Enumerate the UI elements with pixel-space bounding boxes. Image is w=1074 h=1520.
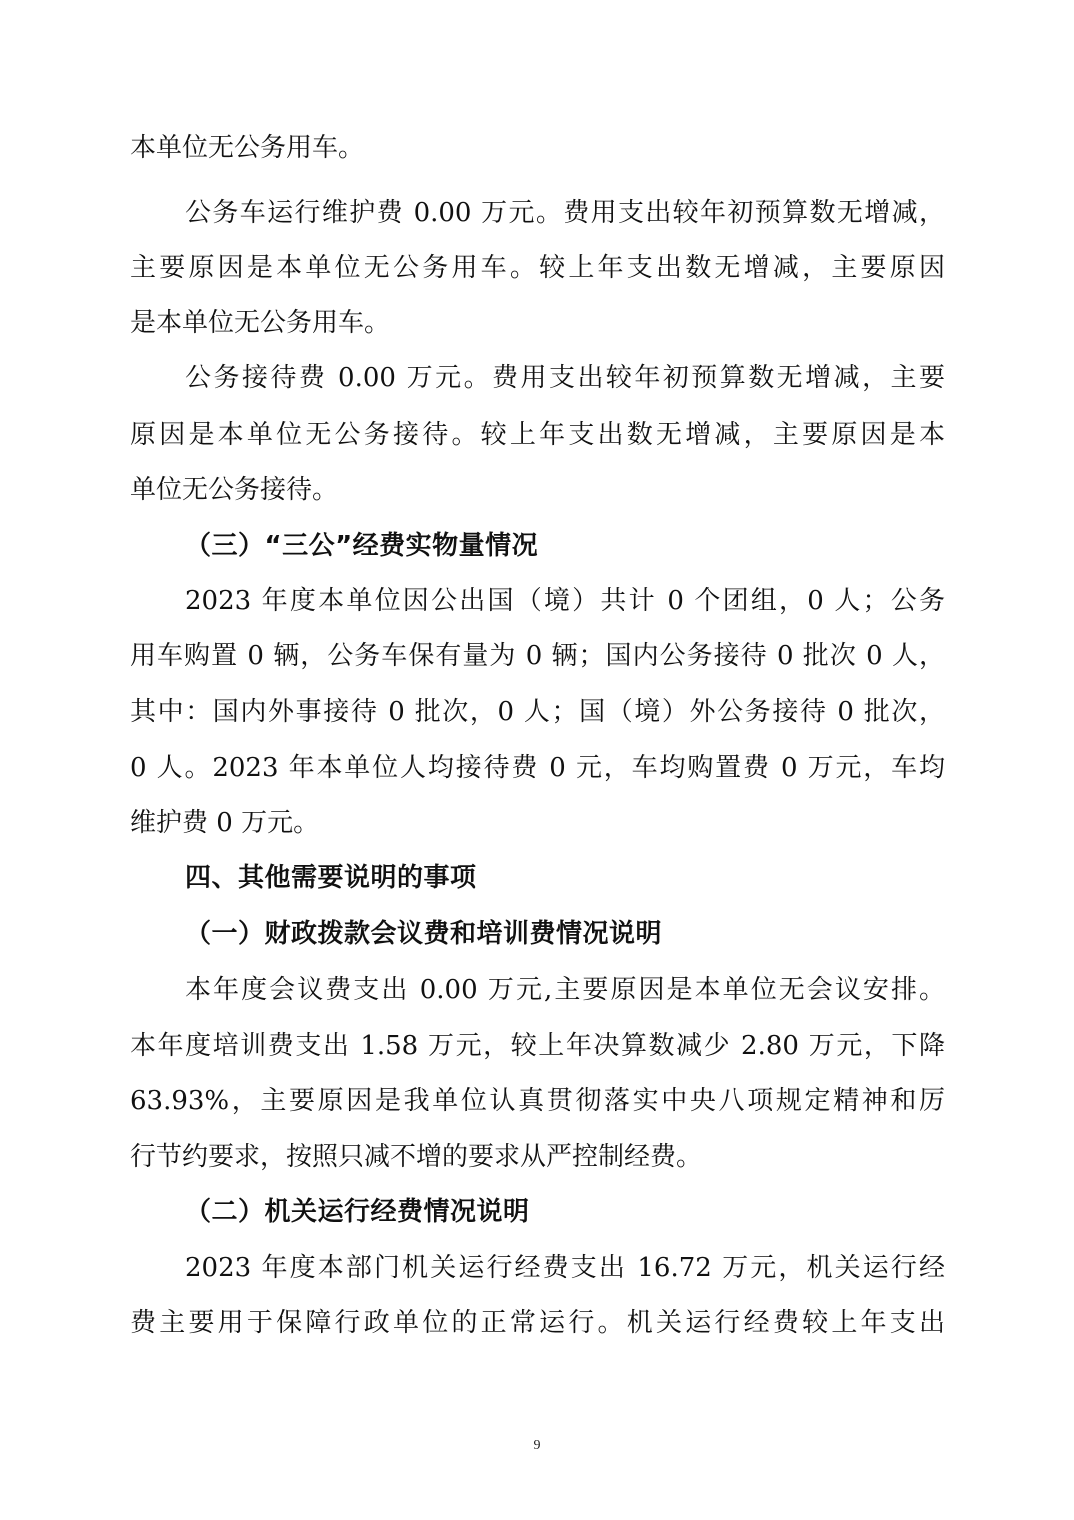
text-line: 主要原因是本单位无公务用车。较上年支出数无增减，主要原因 — [130, 253, 945, 283]
page-number: 9 — [533, 1438, 541, 1453]
paragraph-operating-expenses: 2023 年度本部门机关运行经费支出 16.72 万元，机关运行经 — [185, 1253, 945, 1283]
text-line: 费主要用于保障行政单位的正常运行。机关运行经费较上年支出 — [130, 1308, 945, 1338]
subsection-heading-meeting-training: （一）财政拨款会议费和培训费情况说明 — [185, 919, 663, 949]
section-heading-other-matters: 四、其他需要说明的事项 — [185, 863, 477, 893]
text-line: 原因是本单位无公务接待。较上年支出数无增减，主要原因是本 — [130, 420, 945, 450]
paragraph-physical-quantities: 2023 年度本单位因公出国（境）共计 0 个团组，0 人；公务 — [185, 586, 945, 616]
text-line: 用车购置 0 辆，公务车保有量为 0 辆；国内公务接待 0 批次 0 人， — [130, 641, 945, 671]
text-line: 维护费 0 万元。 — [130, 808, 320, 838]
text-line: 单位无公务接待。 — [130, 475, 339, 505]
text-line: 行节约要求，按照只减不增的要求从严控制经费。 — [130, 1142, 703, 1172]
text-line: 63.93%，主要原因是我单位认真贯彻落实中央八项规定精神和厉 — [130, 1086, 945, 1116]
section-heading-three-public-items: （三）“三公”经费实物量情况 — [185, 531, 539, 561]
text-line: 是本单位无公务用车。 — [130, 308, 391, 338]
paragraph-meeting-training: 本年度会议费支出 0.00 万元,主要原因是本单位无会议安排。 — [185, 975, 945, 1005]
text-line: 其中：国内外事接待 0 批次，0 人；国（境）外公务接待 0 批次， — [130, 697, 945, 727]
text-line: 本单位无公务用车。 — [130, 133, 365, 163]
text-line: 0 人。2023 年本单位人均接待费 0 元，车均购置费 0 万元，车均 — [130, 753, 945, 783]
paragraph-official-reception: 公务接待费 0.00 万元。费用支出较年初预算数无增减，主要 — [185, 363, 945, 393]
subsection-heading-operating-expenses: （二）机关运行经费情况说明 — [185, 1197, 530, 1227]
text-line: 本年度培训费支出 1.58 万元，较上年决算数减少 2.80 万元，下降 — [130, 1031, 945, 1061]
paragraph-official-vehicle-maintenance: 公务车运行维护费 0.00 万元。费用支出较年初预算数无增减， — [185, 198, 945, 228]
